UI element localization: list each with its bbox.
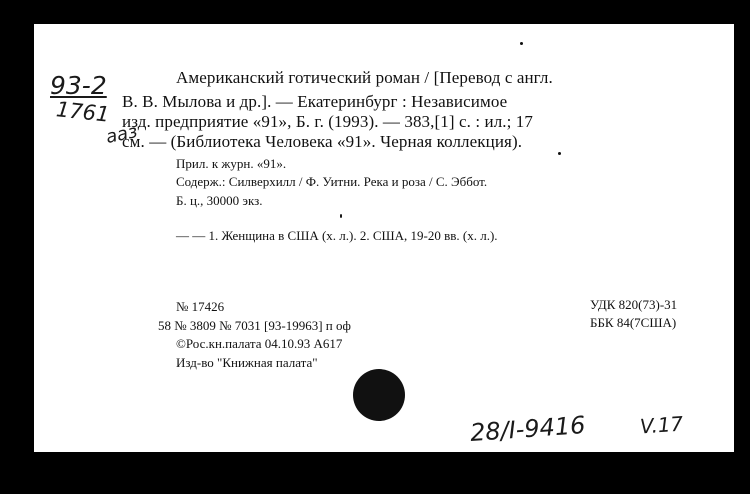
body-line-6: Содерж.: Силверхилл / Ф. Уитни. Река и роза / С. Эббот. [176, 174, 488, 189]
handwritten-note: V.17 [639, 411, 684, 439]
body-line-1: Американский готический роман / [Перевод с англ. [176, 68, 553, 87]
book-chamber-line: ©Рос.кн.палата 04.10.93 А617 [176, 336, 343, 351]
shelf-mark-bottom: 1761 [54, 97, 111, 127]
publisher-line: Изд-во "Книжная палата" [176, 355, 318, 370]
punch-hole [353, 369, 405, 421]
speck [558, 152, 561, 155]
body-line-2: В. В. Мылова и др.]. — Екатеринбург : Независимое [122, 92, 508, 111]
registration-line: 58 № 3809 № 7031 [93-19963] п оф [158, 318, 351, 333]
udk-code: УДК 820(73)-31 [590, 297, 678, 312]
speck [340, 214, 342, 218]
body-line-3: изд. предприятие «91», Б. г. (1993). — 383,[1] с. : ил.; 17 [122, 112, 533, 131]
subject-headings: — — 1. Женщина в США (х. л.). 2. США, 19-20 вв. (х. л.). [176, 228, 498, 243]
shelf-mark-side: ааз [104, 120, 140, 149]
catalog-card [34, 24, 734, 452]
accession-number: 28/I-9416 [469, 411, 587, 447]
bbk-code: ББК 84(7США) [590, 315, 677, 330]
body-line-4: см. — (Библиотека Человека «91». Черная коллекция). [122, 132, 523, 151]
card-number: № 17426 [176, 299, 225, 314]
body-line-5: Прил. к журн. «91». [176, 156, 287, 171]
shelf-mark-top: 93-2 [50, 71, 107, 100]
speck [520, 42, 523, 45]
body-line-7: Б. ц., 30000 экз. [176, 193, 263, 208]
